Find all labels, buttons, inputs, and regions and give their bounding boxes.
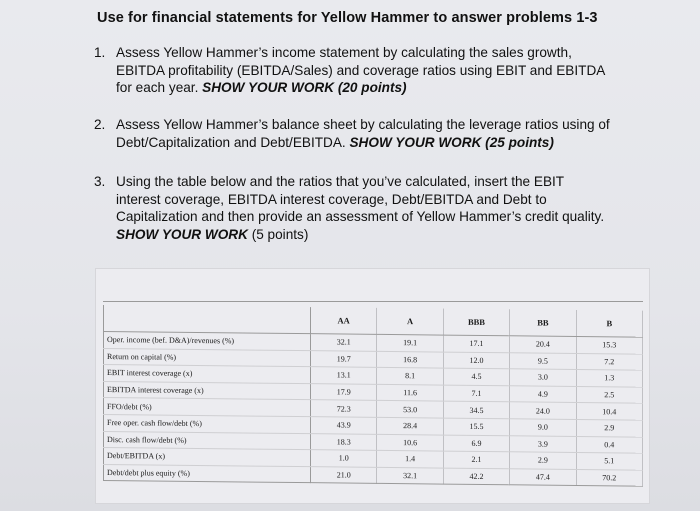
row-label: Disc. cash flow/debt (%) — [104, 431, 311, 450]
table-cell: 21.0 — [311, 466, 377, 483]
column-header: A — [377, 308, 443, 335]
table-cell: 28.4 — [377, 417, 443, 434]
table-cell: 15.3 — [576, 336, 642, 353]
table-cell: 1.3 — [576, 370, 642, 387]
question-number: 1. — [94, 45, 106, 60]
table-cell: 11.6 — [377, 384, 443, 401]
row-label: Return on capital (%) — [104, 348, 311, 367]
table-cell: 19.1 — [377, 334, 443, 351]
table-cell: 15.5 — [443, 418, 509, 435]
table-cell: 32.1 — [377, 467, 443, 484]
question-3 — [92, 173, 612, 243]
table-cell: 18.3 — [311, 433, 377, 450]
row-label: EBITDA interest coverage (x) — [104, 381, 311, 400]
question-emphasis: SHOW YOUR WORK (20 points) — [202, 80, 407, 95]
header-blank-cell — [104, 305, 311, 334]
table-cell: 6.9 — [443, 435, 509, 452]
table-cell: 0.4 — [576, 436, 642, 453]
rating-ratio-table — [103, 305, 643, 487]
row-label: Free oper. cash flow/debt (%) — [104, 414, 311, 433]
question-suffix: (5 points) — [247, 226, 309, 242]
column-header: B — [576, 310, 642, 337]
table-cell: 17.1 — [443, 335, 509, 352]
column-header: BB — [510, 309, 576, 336]
table-cell: 2.5 — [576, 386, 642, 403]
table-cell: 19.7 — [311, 350, 377, 367]
table-cell: 8.1 — [377, 368, 443, 385]
column-header: AA — [311, 307, 377, 334]
question-list — [92, 44, 612, 242]
table-cell: 20.4 — [510, 336, 576, 353]
table-cell: 7.1 — [443, 385, 509, 402]
table-cell: 3.9 — [510, 435, 576, 452]
table-cell: 1.4 — [377, 451, 443, 468]
table-cell: 47.4 — [510, 469, 576, 486]
column-header: BBB — [443, 309, 509, 336]
table-cell: 1.0 — [311, 450, 377, 467]
rating-table-image — [95, 268, 650, 504]
table-cell: 32.1 — [311, 334, 377, 351]
table-cell: 10.6 — [377, 434, 443, 451]
question-emphasis: SHOW YOUR WORK (25 points) — [349, 134, 554, 150]
table-cell: 2.9 — [576, 419, 642, 436]
question-1 — [92, 44, 612, 97]
table-top-rule — [103, 301, 643, 302]
row-label: Debt/EBITDA (x) — [104, 448, 311, 467]
table-cell: 42.2 — [443, 468, 509, 485]
question-number: 3. — [94, 174, 106, 189]
table-cell: 9.0 — [510, 419, 576, 436]
row-label: FFO/debt (%) — [104, 398, 311, 417]
table-cell: 7.2 — [576, 353, 642, 370]
table-cell: 10.4 — [576, 403, 642, 420]
table-cell: 16.8 — [377, 351, 443, 368]
table-cell: 2.9 — [510, 452, 576, 469]
table-cell: 34.5 — [443, 401, 509, 418]
table-cell: 53.0 — [377, 401, 443, 418]
row-label: Debt/debt plus equity (%) — [104, 464, 311, 483]
row-label: Oper. income (bef. D&A)/revenues (%) — [104, 332, 311, 351]
table-cell: 72.3 — [311, 400, 377, 417]
question-text: Assess Yellow Hammer’s balance sheet by calculating the leverage ratios using of Debt/Capitalization and Debt/EBITDA. — [116, 117, 610, 150]
table-cell: 70.2 — [576, 469, 642, 486]
table-cell: 43.9 — [311, 417, 377, 434]
table-cell: 17.9 — [311, 383, 377, 400]
table-cell: 13.1 — [311, 367, 377, 384]
question-number: 2. — [94, 117, 106, 132]
table-cell: 5.1 — [576, 453, 642, 470]
question-2 — [92, 116, 612, 151]
table-cell: 4.9 — [510, 386, 576, 403]
table-cell: 24.0 — [510, 402, 576, 419]
table-cell: 3.0 — [510, 369, 576, 386]
question-text: Using the table below and the ratios that you’ve calculated, insert the EBIT interest coverage, EBITDA interest coverage, Debt/EBITDA and Debt to Capitalization and then provide an assessment of Yellow Hammer’s credit quality. — [116, 174, 605, 224]
question-emphasis: SHOW YOUR WORK — [116, 226, 248, 242]
question-text: Assess Yellow Hammer’s income statement by calculating the sales growth, EBITDA profitability (EBITDA/Sales) and coverage ratios using EBIT and EBITDA for each year. — [116, 45, 605, 95]
table-cell: 4.5 — [443, 368, 509, 385]
table-cell: 9.5 — [510, 352, 576, 369]
table-cell: 2.1 — [443, 451, 509, 468]
table-cell: 12.0 — [443, 352, 509, 369]
page-title: Use for financial statements for Yellow Hammer to answer problems 1-3 — [97, 10, 598, 26]
row-label: EBIT interest coverage (x) — [104, 365, 311, 384]
